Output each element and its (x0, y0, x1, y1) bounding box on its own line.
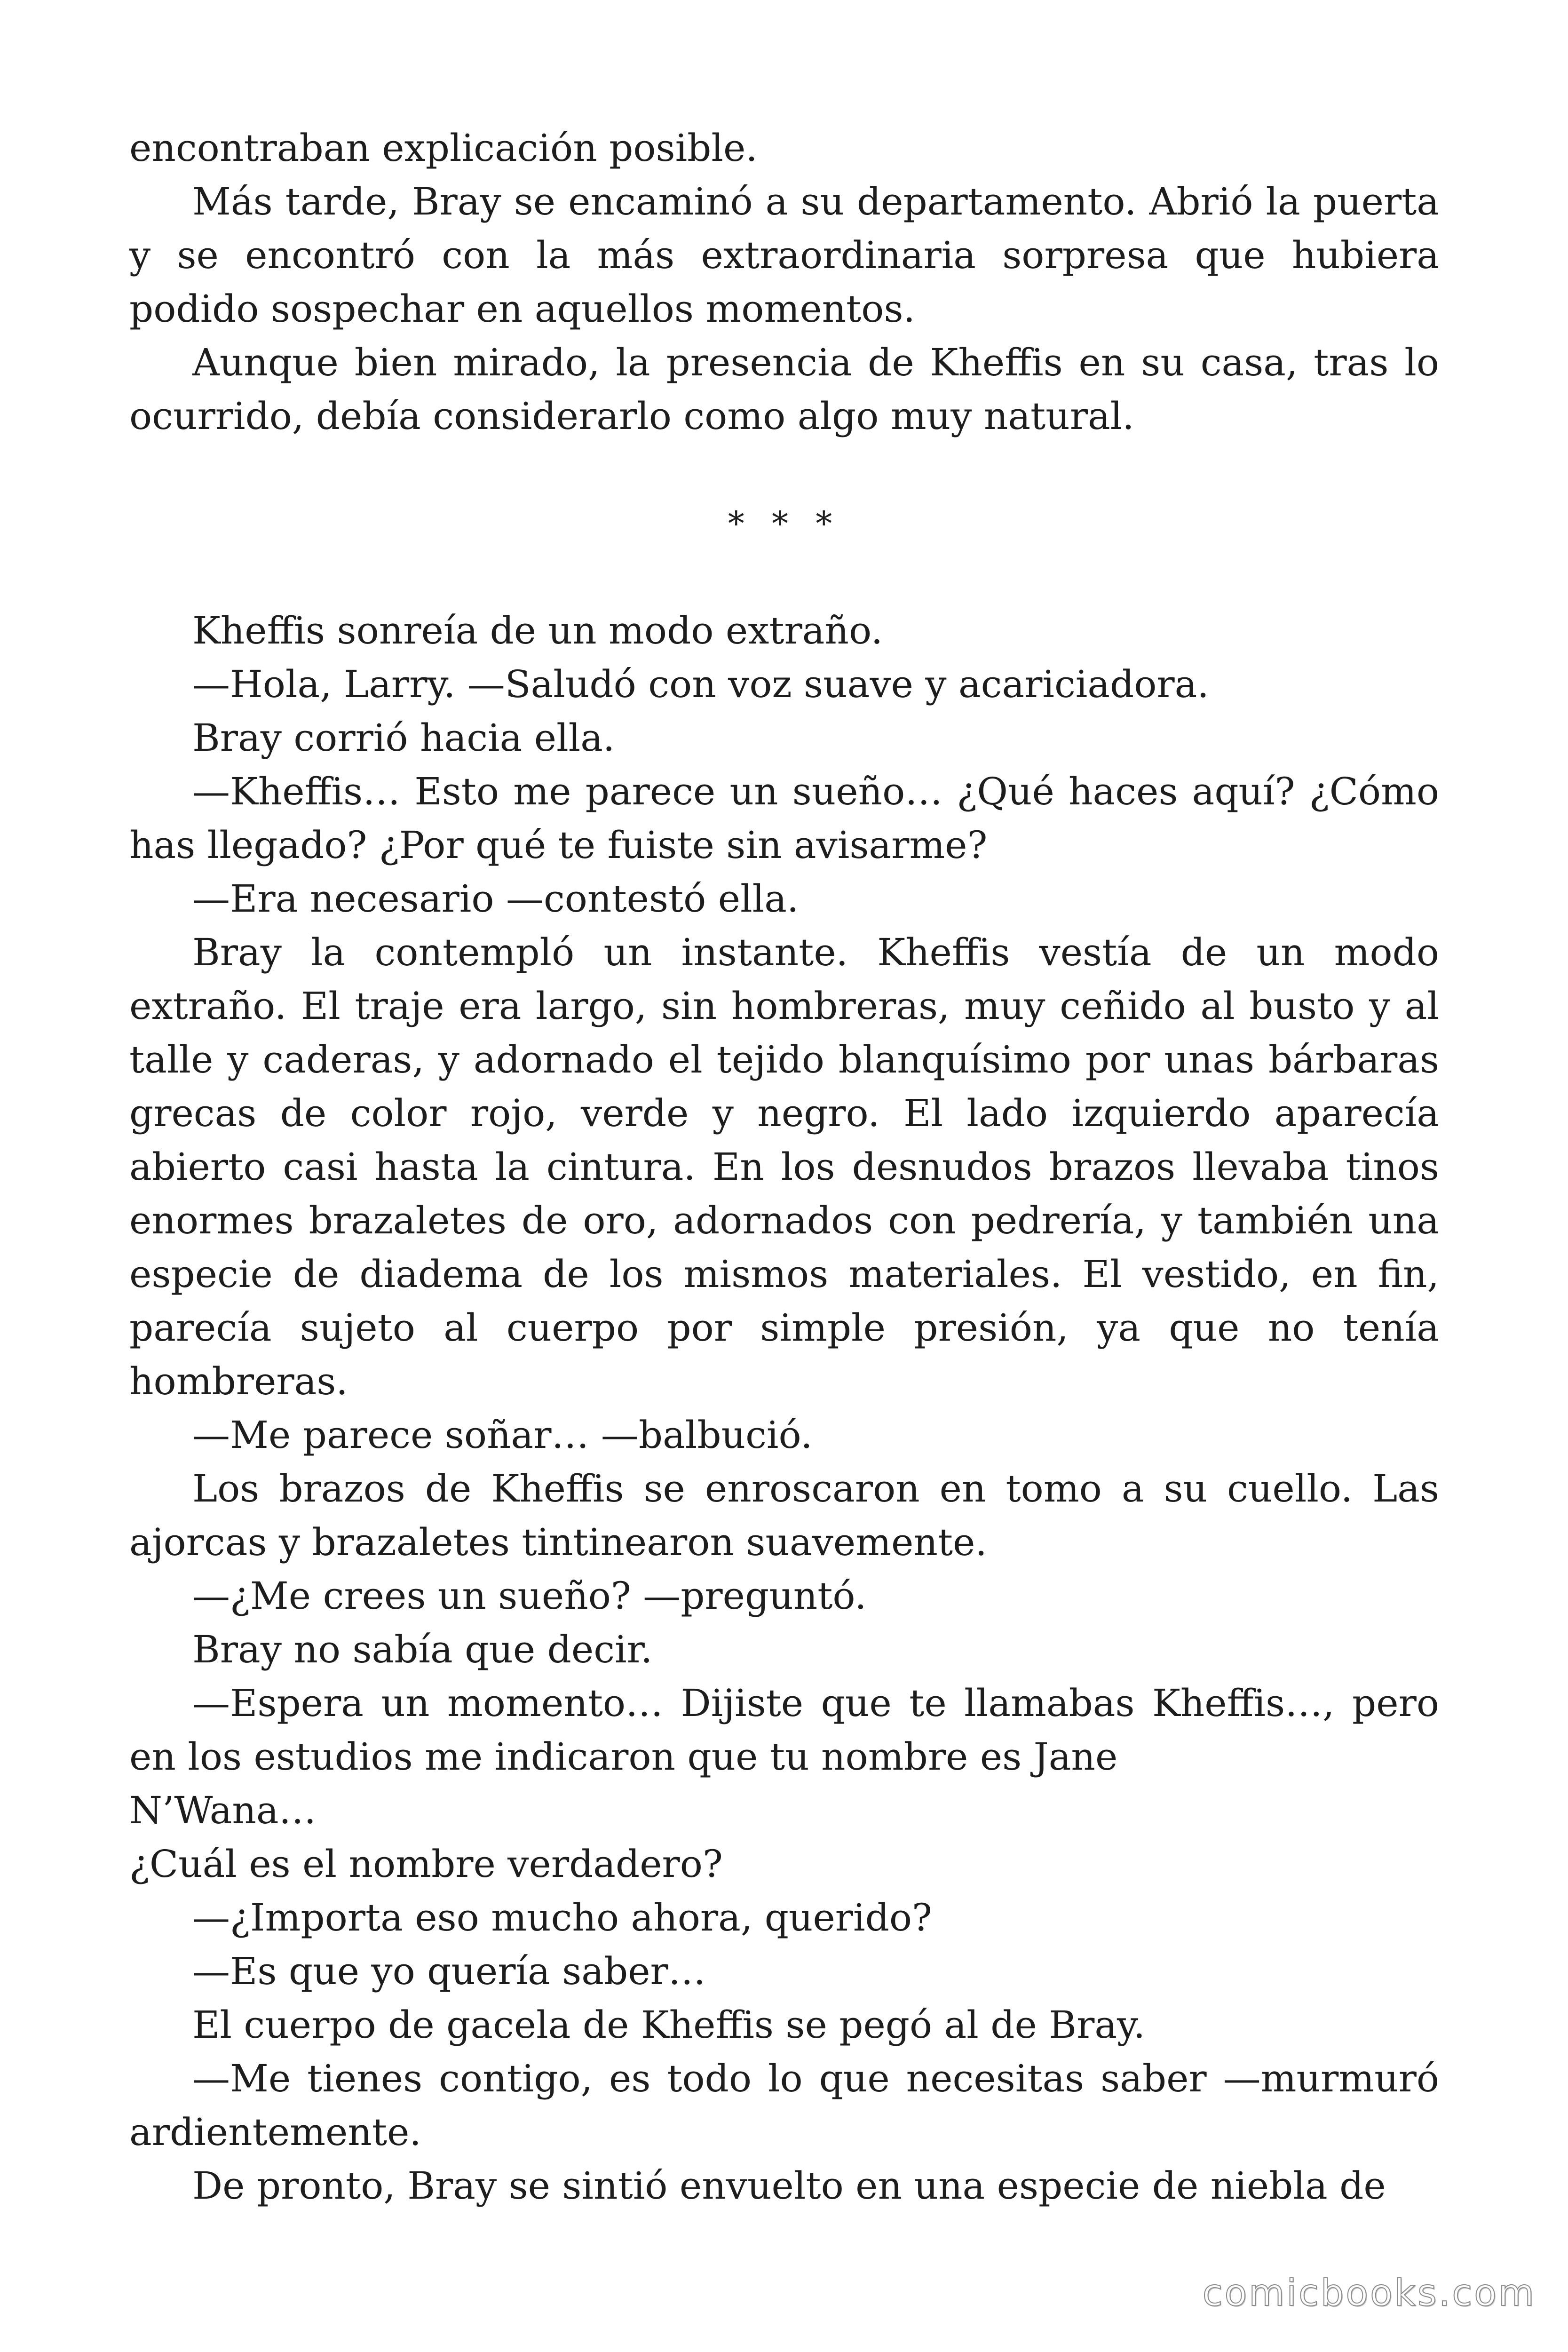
paragraph: Más tarde, Bray se encaminó a su departamento. Abrió la puerta y se encontró con la más extraordinaria sorpresa que hubiera podido sospechar en aquellos momentos. (129, 180, 1439, 331)
paragraph: —Me tienes contigo, es todo lo que necesitas saber —murmuró ardientemente. (129, 2057, 1439, 2154)
paragraph: —Espera un momento… Dijiste que te llamabas Kheffis…, pero en los estudios me indicaron que tu nombre es Jane (129, 1681, 1439, 1779)
paragraph: —Es que yo quería saber… (192, 1949, 706, 1993)
book-page (129, 121, 1439, 2213)
paragraph: —Kheffis… Esto me parece un sueño… ¿Qué haces aquí? ¿Cómo has llegado? ¿Por qué te fuiste sin avisarme? (129, 770, 1439, 867)
section-after (129, 604, 1439, 2213)
paragraph: —Era necesario —contestó ella. (192, 877, 799, 921)
paragraph: Bray no sabía que decir. (192, 1628, 653, 1671)
paragraph: El cuerpo de gacela de Kheffis se pegó al de Bray. (192, 2003, 1146, 2047)
watermark-logo: comicbooks.com (1202, 2272, 1536, 2314)
paragraph: —¿Me crees un sueño? —preguntó. (192, 1574, 867, 1618)
paragraph: —Me parece soñar… —balbució. (192, 1413, 813, 1457)
scene-separator: * * * (728, 504, 841, 543)
paragraph: ¿Cuál es el nombre verdadero? (129, 1842, 723, 1886)
paragraph: encontraban explicación posible. (129, 126, 758, 170)
paragraph: N’Wana… (129, 1788, 317, 1832)
paragraph: De pronto, Bray se sintió envuelto en una especie de niebla de (192, 2164, 1386, 2208)
paragraph: Bray corrió hacia ella. (192, 716, 615, 760)
section-before (129, 121, 1439, 443)
paragraph: —Hola, Larry. —Saludó con voz suave y acariciadora. (192, 662, 1209, 706)
paragraph: —¿Importa eso mucho ahora, querido? (192, 1896, 932, 1939)
paragraph: Bray la contempló un instante. Kheffis vestía de un modo extraño. El traje era largo, sin hombreras, muy ceñido al busto y al talle y caderas, y adornado el tejido blanquísimo por unas bárbaras grecas de color rojo, verde y negro. El lado izquierdo aparecía abierto casi hasta la cintura. En los desnudos brazos llevaba tinos enormes brazaletes de oro, adornados con pedrería, y también una especie de diadema de los mismos materiales. El vestido, en fin, parecía sujeto al cuerpo por simple presión, ya que no tenía hombreras. (129, 930, 1439, 1403)
paragraph: Los brazos de Kheffis se enroscaron en tomo a su cuello. Las ajorcas y brazaletes tintinearon suavemente. (129, 1467, 1439, 1564)
paragraph: Kheffis sonreía de un modo extraño. (192, 609, 883, 652)
paragraph: Aunque bien mirado, la presencia de Kheffis en su casa, tras lo ocurrido, debía considerarlo como algo muy natural. (129, 341, 1439, 438)
